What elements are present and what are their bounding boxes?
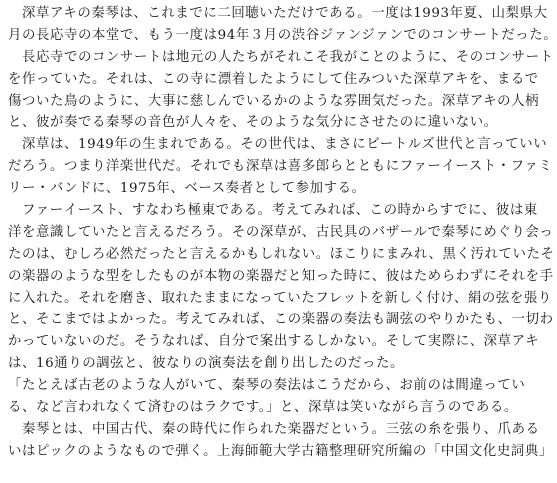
text-line-11: 洋を意識していたと言えるだろう。その深草が、古民具のバザールで秦琴にめぐり会っ xyxy=(8,224,554,240)
text-line-15: と、そこまではよかった。考えてみれば、この楽器の奏法も調弦のやりかたも、一切わ xyxy=(8,312,554,328)
text-line-14: に入れた。それを磨き、取れたままになっていたフレットを新しく付け、絹の弦を張り xyxy=(8,290,552,306)
text-line-7: 深草は、1949年の生まれである。その世代は、まさにビートルズ世代と言っていい xyxy=(8,137,548,153)
text-line-6: と、彼が奏でる秦琴の音色が人々を、そのような気分にさせたのに違いない。 xyxy=(8,115,498,131)
text-line-9: リー・バンドに、1975年、ベース奏者として参加する。 xyxy=(8,181,366,197)
text-line-10: ファーイースト、すなわち極東である。考えてみれば、この時からすでに、彼は東 xyxy=(8,203,538,219)
text-line-4: を作っていた。それは、この寺に漂着したようにして住みついた深草アキを、まるで xyxy=(8,71,539,87)
text-line-20: 秦琴とは、中国古代、秦の時代に作られた楽器だという。三弦の糸を張り、爪ある xyxy=(8,421,540,437)
text-line-3: 長応寺でのコンサートは地元の人たちがそれこそ我がことのように、そのコンサート xyxy=(8,49,554,65)
text-line-19: る、など言われなくて済むのはラクです。」と、深草は笑いながら言うのである。 xyxy=(8,400,518,416)
text-line-17: は、16通りの調弦と、彼なりの演奏法を創り出したのだった。 xyxy=(8,356,404,372)
text-line-21: いはピックのようなもので弾く。上海師範大学古籍整理研究所編の「中国文化史詞典」 xyxy=(8,443,553,459)
text-line-8: だろう。つまり洋楽世代だ。それでも深草は喜多郎らとともにファーイースト・ファミ xyxy=(8,159,553,175)
text-line-5: 傷ついた鳥のように、大事に慈しんでいるかのような雰囲気だった。深草アキの人柄 xyxy=(8,93,540,109)
text-line-13: の楽器のような型をしたものが本物の楽器だと知った時に、彼はためらわずにそれを手 xyxy=(8,268,554,284)
text-line-1: 深草アキの秦琴は、これまでに二回聴いただけである。一度は1993年夏、山梨県大 xyxy=(8,6,548,21)
text-line-2: 月の長応寺の本堂で、もう一度は94年３月の渋谷ジァンジァンでのコンサートだった。 xyxy=(8,27,557,43)
text-line-18: 「たとえば古老のような人がいて、秦琴の奏法はこうだから、お前のは間違ってい xyxy=(8,378,526,394)
article-text xyxy=(8,3,557,463)
text-line-16: かっていないのだ。そうなれば、自分で案出するしかない。そして実際に、深草アキ xyxy=(8,334,540,350)
text-line-12: たのは、むしろ必然だったと言えるかもしれない。ほこりにまみれ、黒く汚れていたそ xyxy=(8,246,555,262)
